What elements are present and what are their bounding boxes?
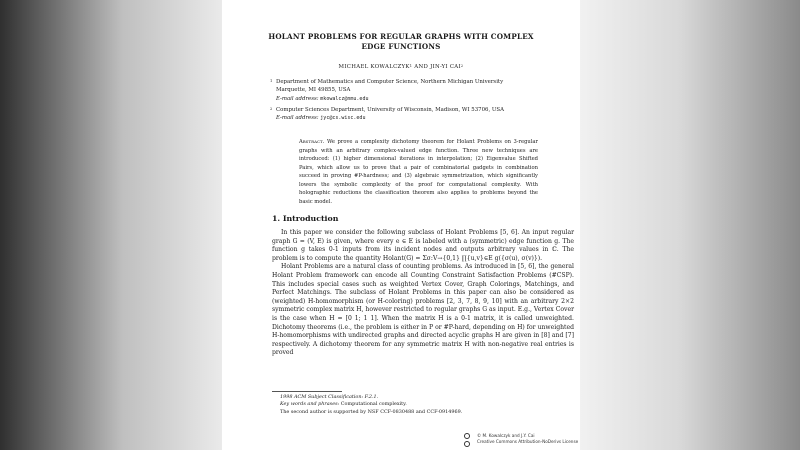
authors: MICHAEL KOWALCZYK$^1$ AND JIN-YI CAI$^2$ [338,64,464,70]
paper-title: HOLANT PROBLEMS FOR REGULAR GRAPHS WITH COMPLEX EDGE FUNCTIONS [268,32,534,51]
paragraph-2: Holant Problems are a natural class of counting problems. As introduced in [5, 6], the general Holant Problem framework can encode all Counting Constraint Satisfaction Problems (#CSP). This includes special cases such as weighted Vertex Cover, Graph Colorings, Matchings, and Perfect Matchings. The subclass of Holant Problems in this paper can also be considered as (weighted) H-homomorphism (or H-coloring) problems [2, 3, 7, 8, 9, 10] with an arbitrary 2×2 symmetric complex matrix H, however restricted to regular graphs G as input. E.g., Vertex Cover is the case when H = [0 1; 1 1]. When the matrix H is a 0-1 matrix, it is called unweighted. Dichotomy theorems (i.e., the problem is either in P or #P-hard, depending on H) for unweighted H-homomorphisms with undirected graphs and directed acyclic graphs H are given in [8] and [7] respectively. A dichotomy theorem for any symmetric matrix H with non-negative real entries is proved [272,263,574,357]
right-background [580,0,800,450]
abstract: Abstract. We prove a complexity dichotomy theorem for Holant Problems on 3-regular graphs with an arbitrary complex-valued edge function. Three new techniques are introduced: (1) higher dimensional iterations in interpolation; (2) Eigenvalue Shifted Pairs, which allow us to prove that a pair of combinatorial gadgets in combination succeed in proving #P-hardness; and (3) algebraic symmetrization, which significantly lowers the symbolic complexity of the proof for computational complexity. With holographic reductions the classification theorem also applies to problems beyond the basic model. [299,139,538,205]
section-heading: 1. Introduction [272,214,339,223]
affiliation-1: 1 Department of Mathematics and Computer Science, Northern Michigan University Marquette, MI 49855, USA E-mail address: mkowalcz@nmu.edu [270,79,504,102]
paper-page [222,0,580,450]
license-block: © M. Kowalczyk and J.Y. Cai Creative Commons Attribution-NoDerivs License [477,433,580,444]
affiliation-2: 2 Computer Sciences Department, University of Wisconsin, Madison, WI 53706, USA E-mail address: jyc@cs.wisc.edu [270,107,505,122]
creative-commons-icon [464,433,474,443]
paragraph-1: In this paper we consider the following subclass of Holant Problems [5, 6]. An input regular graph G = (V, E) is given, where every e ∈ E is labeled with a (symmetric) edge function g. The function g takes 0-1 inputs from its incident nodes and outputs arbitrary values in ℂ. The problem is to compute the quantity Holant(G) = Σσ:V→{0,1} ∏{u,v}∈E g({σ(u), σ(v)}). [272,229,574,262]
intro-body [272,229,574,358]
footnotes: 1998 ACM Subject Classification: F.2.1. Key words and phrases: Computational complexity. The second author is supported by NSF CCF-0830488 and CCF-0914969. [280,394,463,415]
footnote-rule [272,391,342,392]
left-background [0,0,222,450]
